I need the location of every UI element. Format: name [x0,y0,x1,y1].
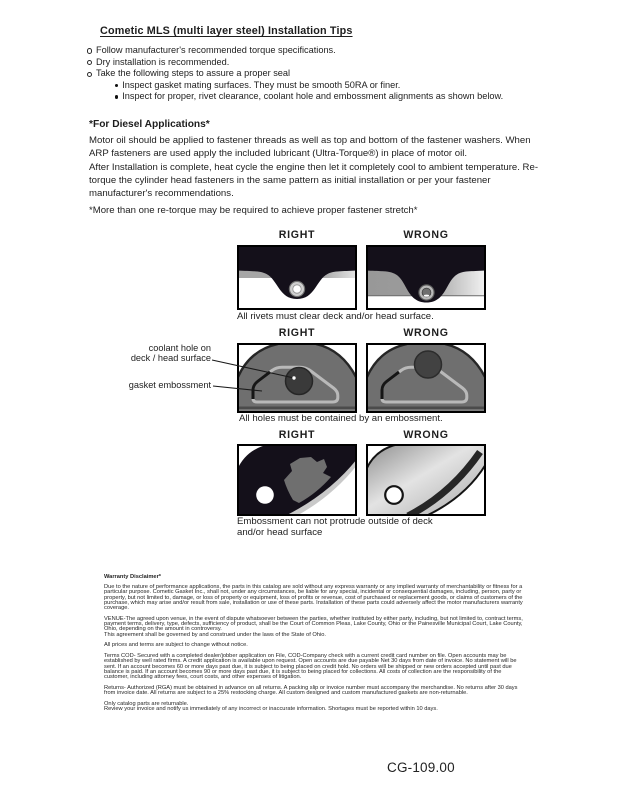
sub-list-item [115,80,557,92]
open-bullet-icon [87,48,92,53]
list-item-text: Take the following steps to assure a proper seal [95,68,291,79]
legal-paragraph: All prices and terms are subject to change without notice. [104,642,248,649]
figure3-caption: Embossment can not protrude outside of deck and/or head surface [237,516,433,538]
open-bullet-icon [87,60,92,65]
list-item-text: Follow manufacturer's recommended torque specifications. [95,45,336,55]
legal-paragraph: Due to the nature of performance applications, the parts in this catalog are sold without any express warranty or any implied warranty of merchantability or fitness for a particular purpose. Cometic Gasket Inc., shall not, under any circumstances, be liable for any special, incidental or consequential damages, including, person, party or property, but not limited to, damage, or loss of property or equipment, loss of profits or revenue, cost of purchased or replacement goods, or claims of customers of the purchase, which may arise and/or result from sale, installation or use of these parts. Installation of these parts could adversely affect the motor manufacturers warranty coverage. [104,583,523,612]
diagram-hole-wrong [366,343,486,413]
legal-paragraph: Returns- Authorized (RGA) must be obtained in advance on all returns. A packing slip or invoice number must accompany the merchandise. No returns after 30 days from invoice date. All returns are subject to a 25% restocking charge. All custom designed and custom manufactured gaskets are non-returnable. [104,684,518,697]
figure2-caption: All holes must be contained by an embossment. [239,413,443,424]
sub-list-item [115,91,557,103]
legal-paragraph: VENUE-The agreed upon venue, in the event of dispute whatsoever between the parties, whether instituted by either party, including, but not limited to, contract terms, payment terms, delivery, type, defects, sufficiency of product, shall be the Court of Common Pleas, Lake County, Ohio or the Painesville Municipal Court, Lake County, Ohio, depending on the amount in controversy. [104,615,523,633]
legal-paragraph: Terms COD- Secured with a completed dealer/jobber application on File, COD-Company check with a current credit card number on file. Open accounts may be established by well rated firms. A credit application is available upon request. Open accounts are due payable Net 30 days from date of invoice. No statement will be sent. If an account becomes 60 or more days past due, it is subject to being placed on credit hold. No orders will be shipped or new orders accepted until past due balance is paid. If an account becomes 90 or more days past due, it is subject to being placed for collections. All costs of collection are the responsibility of the customer, including attorney fees, court costs, and other expenses of litigation. [104,652,517,681]
retorque-note: *More than one re-torque may be required to achieve proper fastener stretch* [89,205,418,216]
filled-bullet-icon [115,95,118,98]
figure3-wrong-label: WRONG [403,429,449,441]
figure2-wrong-label: WRONG [403,327,449,339]
coolant-hole-label: coolant hole on deck / head surface [130,343,211,363]
legal-heading: Warranty Disclaimer* [104,574,162,580]
diagram-embossment-right [237,444,357,516]
page-title: Cometic MLS (multi layer steel) Installation Tips [100,25,353,37]
diagram-hole-right [237,343,357,413]
filled-bullet-icon [115,84,118,87]
diesel-paragraph-1: Motor oil should be applied to fastener threads as well as top and bottom of the fastener washers. When ARP fasteners are used apply the included lubricant (Ultra-Torque®) in place of motor oil. [89,135,531,159]
list-item [87,68,557,80]
installation-tips-list [87,45,557,103]
list-item-text: Inspect for proper, rivet clearance, coolant hole and embossment alignments as shown below. [122,91,504,102]
figure2-right-label: RIGHT [278,327,316,339]
diagram-rivet-right [237,245,357,310]
legal-paragraph: Review your invoice and notify us immediately of any incorrect or inaccurate information. Shortages must be reported within 10 days. [104,705,438,712]
figure3-right-label: RIGHT [278,429,316,441]
open-bullet-icon [87,72,92,77]
legal-paragraph: Only catalog parts are returnable. [104,700,189,707]
legal-paragraph: This agreement shall be governed by and construed under the laws of the State of Ohio. [104,631,326,638]
figure1-right-label: RIGHT [278,229,316,241]
list-item [87,45,557,57]
figure1-caption: All rivets must clear deck and/or head surface. [237,311,434,322]
warranty-disclaimer [104,575,525,718]
page-code: CG-109.00 [387,760,455,775]
list-item-text: Dry installation is recommended. [95,56,230,67]
list-item [87,57,557,69]
figure1-wrong-label: WRONG [403,229,449,241]
diesel-paragraph-2: After Installation is complete, heat cycle the engine then let it completely cool to ambient temperature. Re-torque the cylinder head fasteners in the same pattern as initial installation or per your fastener manufacturer's recommendations. [89,162,539,199]
diesel-heading: *For Diesel Applications* [89,119,210,130]
list-item-text: Inspect gasket mating surfaces. They must be smooth 50RA or finer. [122,79,401,90]
gasket-embossment-label: gasket embossment [128,380,211,390]
diagram-rivet-wrong [366,245,486,310]
diagram-embossment-wrong [366,444,486,516]
